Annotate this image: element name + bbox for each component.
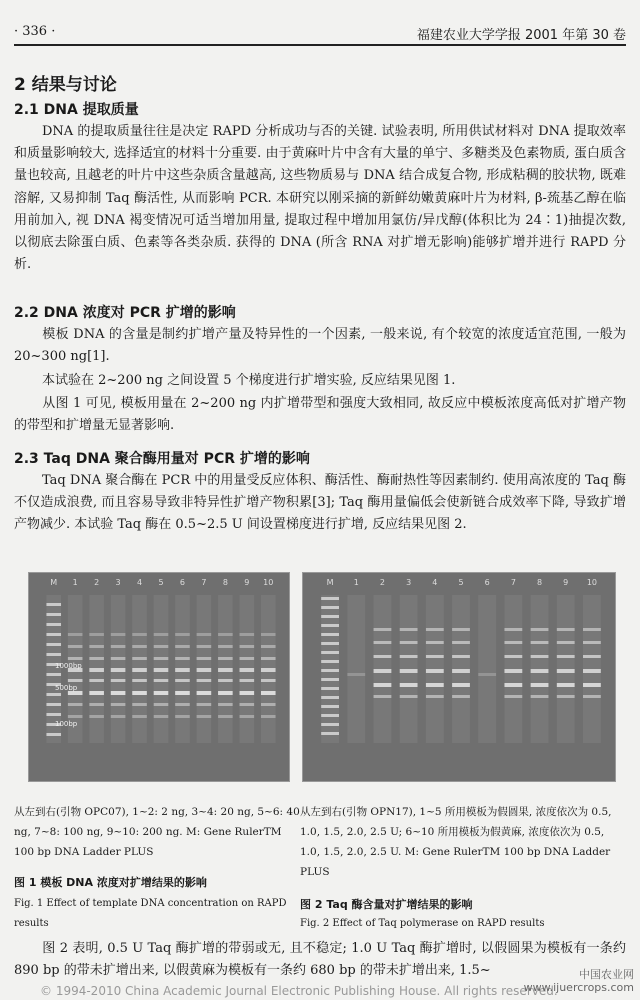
gel-band [89, 645, 104, 648]
gel-band [197, 715, 212, 718]
subsection-2-2-heading: 2.2 DNA 浓度对 PCR 扩增的影响 [14, 305, 236, 321]
gel-band [175, 645, 190, 648]
lane-label: 3 [406, 578, 412, 587]
gel-band [46, 703, 61, 706]
gel-band [452, 641, 470, 644]
site-watermark: 中国农业网 www.ijuercrops.com [523, 968, 634, 994]
page-number: · 336 · [14, 24, 56, 39]
gel-band [400, 655, 418, 658]
lane-smear [478, 595, 496, 743]
gel-band [452, 669, 470, 673]
gel-band [111, 691, 126, 695]
gel-band [197, 691, 212, 695]
gel-band [400, 628, 418, 631]
gel-band [154, 679, 169, 682]
gel-band [374, 628, 392, 631]
gel-band [426, 655, 444, 658]
gel-band [374, 695, 392, 698]
gel-band [321, 651, 339, 654]
figure-2-caption: 从左到右(引物 OPN17), 1~5 所用模板为假圆果, 浓度依次为 0.5, 1.0, 1.5, 2.0, 2.5 U; 6~10 所用模板为假黄麻, 浓度依次为 0.5, 1.0, 1.5, 2.0, 2.5 U. M: Gene RulerTM 100 bp DNA Ladder PLUS [300, 806, 612, 878]
gel-band [557, 695, 575, 698]
gel-band [321, 660, 339, 663]
gel-band [261, 679, 276, 682]
gel-band [89, 703, 104, 706]
gel-band [132, 668, 147, 672]
gel-band [321, 714, 339, 717]
gel-band [321, 732, 339, 735]
lane-label: 7 [201, 578, 207, 587]
closing-paragraph: 图 2 表明, 0.5 U Taq 酶扩增的带弱或无, 且不稳定; 1.0 U Taq 酶扩增时, 以假圆果为模板有一条约 890 bp 的带未扩增出来, 以假黄麻为模板有一条约 680 bp 的带未扩增出来, 1.5~ [14, 941, 626, 979]
gel-band [321, 687, 339, 690]
lane-label: M [50, 578, 58, 587]
gel-band [557, 655, 575, 658]
lane-label: 1 [72, 578, 78, 587]
gel-band [46, 623, 61, 626]
subsection-2-2-paragraph-2: 本试验在 2~200 ng 之间设置 5 个梯度进行扩增实验, 反应结果见图 1. [42, 373, 456, 388]
lane-label: 2 [94, 578, 100, 587]
marker-label: 500bp [55, 684, 78, 692]
gel-band [132, 657, 147, 660]
gel-band [531, 641, 549, 644]
gel-band [89, 715, 104, 718]
lane-label: 4 [432, 578, 438, 587]
lane-label: 5 [158, 578, 164, 587]
figure-2-title-cn: 图 2 Taq 酶含量对扩增结果的影响 [300, 898, 473, 911]
marker-label: 100bp [55, 720, 78, 728]
lane-label: 2 [379, 578, 386, 587]
gel-band [374, 641, 392, 644]
gel-band [111, 668, 126, 672]
copyright-footer: © 1994-2010 China Academic Journal Electronic Publishing House. All rights reserved. [40, 984, 558, 998]
figure-1-title-cn: 图 1 模板 DNA 浓度对扩增结果的影响 [14, 876, 207, 889]
gel-band [531, 695, 549, 698]
gel-band [400, 669, 418, 673]
gel-band [197, 679, 212, 682]
gel-band [154, 657, 169, 660]
lane-label: 9 [563, 578, 569, 587]
gel-band [111, 633, 126, 636]
gel-band [132, 691, 147, 695]
gel-band [89, 657, 104, 660]
gel-band [68, 645, 83, 648]
gel-band [261, 715, 276, 718]
gel-band [478, 673, 496, 676]
gel-band [452, 655, 470, 658]
gel-band [426, 641, 444, 644]
gel-band [197, 633, 212, 636]
gel-band [504, 641, 522, 644]
gel-band [197, 657, 212, 660]
gel-band [132, 703, 147, 706]
gel-band [321, 615, 339, 618]
gel-band [68, 715, 83, 718]
gel-band [531, 669, 549, 673]
gel-band [46, 633, 61, 636]
gel-band [321, 669, 339, 672]
gel-band [46, 653, 61, 656]
gel-band [68, 633, 83, 636]
gel-band [240, 715, 255, 718]
gel-band [557, 641, 575, 644]
gel-band [89, 668, 104, 672]
gel-band [426, 669, 444, 673]
gel-band [175, 691, 190, 695]
gel-band [46, 603, 61, 606]
gel-band [218, 691, 233, 695]
gel-band [321, 696, 339, 699]
lane-label: 10 [263, 578, 274, 587]
gel-band [452, 628, 470, 631]
subsection-2-1-paragraph: DNA 的提取质量往往是决定 RAPD 分析成功与否的关键. 试验表明, 所用供试材料对 DNA 提取效率和质量影响较大, 选择适宜的材料十分重要. 由于黄麻叶片中含有大量的单宁、多糖类及色素物质, 蛋白质含量也较高, 且越老的叶片中这些杂质含量越高, 这些物质易与 DNA 结合成复合物, 形成粘稠的胶状物, 既难溶解, 又易抑制 Taq 酶活性, 从而影响 PCR. 本研究以刚采摘的新鲜幼嫩黄麻叶片为材料, β-巯基乙醇在临用前加入, 视 DNA 褐变情况可适当增加用量, 提取过程中增加用氯仿/异戊醇(体积比为 24∶1)抽提次数, 以彻底去除蛋白质、色素等各类杂质. 获得的 DNA (所含 RNA 对扩增无影响)能够扩增并进行 RAPD 分析. [14, 124, 626, 273]
gel-band [321, 642, 339, 645]
gel-band [111, 645, 126, 648]
gel-band [321, 597, 339, 600]
section-title: 2 结果与讨论 [14, 75, 117, 95]
gel-band [531, 628, 549, 631]
subsection-2-3-heading: 2.3 Taq DNA 聚合酶用量对 PCR 扩增的影响 [14, 451, 310, 467]
lane-label: 10 [586, 578, 598, 587]
gel-band [240, 691, 255, 695]
gel-band [400, 695, 418, 698]
gel-band [321, 705, 339, 708]
gel-band [68, 657, 83, 660]
lane-label: M [326, 578, 334, 587]
gel-band [504, 655, 522, 658]
subsection-2-2-paragraph-1: 模板 DNA 的含量是制约扩增产量及特异性的一个因素, 一般来说, 有个较宽的浓度适宜范围, 一般为 20~300 ng[1]. [14, 327, 626, 365]
gel-band [89, 633, 104, 636]
gel-band [68, 703, 83, 706]
gel-band [261, 657, 276, 660]
gel-band [132, 715, 147, 718]
gel-band [347, 673, 365, 676]
gel-band [111, 715, 126, 718]
lane-label: 8 [222, 578, 228, 587]
gel-band [175, 679, 190, 682]
gel-band [218, 633, 233, 636]
gel-band [154, 703, 169, 706]
gel-band [175, 657, 190, 660]
gel-band [374, 683, 392, 687]
figure-2-gel-image [302, 572, 616, 782]
gel-band [583, 695, 601, 698]
gel-band [504, 628, 522, 631]
subsection-2-1-heading: 2.1 DNA 提取质量 [14, 102, 139, 118]
gel-band [111, 679, 126, 682]
gel-band [218, 657, 233, 660]
gel-band [89, 691, 104, 695]
gel-band [504, 695, 522, 698]
gel-band [426, 683, 444, 687]
gel-band [531, 655, 549, 658]
gel-band [321, 606, 339, 609]
gel-band [426, 695, 444, 698]
gel-band [557, 683, 575, 687]
gel-band [261, 633, 276, 636]
gel-band [197, 645, 212, 648]
lane-smear [347, 595, 365, 743]
gel-band [89, 679, 104, 682]
gel-band [321, 723, 339, 726]
gel-band [400, 641, 418, 644]
gel-band [240, 668, 255, 672]
gel-band [583, 641, 601, 644]
gel-band [132, 633, 147, 636]
gel-band [400, 683, 418, 687]
gel-band [175, 668, 190, 672]
gel-band [132, 645, 147, 648]
gel-band [218, 703, 233, 706]
gel-band [240, 703, 255, 706]
page-header [14, 22, 626, 46]
gel-band [374, 669, 392, 673]
gel-band [218, 679, 233, 682]
gel-band [154, 633, 169, 636]
gel-band [197, 703, 212, 706]
gel-band [531, 683, 549, 687]
gel-band [240, 633, 255, 636]
lane-label: 7 [510, 578, 516, 587]
subsection-2-2-paragraph-3: 从图 1 可见, 模板用量在 2~200 ng 内扩增带型和强度大致相同, 故反应中模板浓度高低对扩增产物的带型和扩增量无显著影响. [14, 396, 626, 434]
gel-band [557, 628, 575, 631]
gel-band [175, 715, 190, 718]
gel-band [218, 715, 233, 718]
gel-band [583, 655, 601, 658]
lane-label: 6 [179, 578, 186, 587]
marker-label: 1000bp [55, 662, 82, 670]
gel-band [154, 715, 169, 718]
gel-band [452, 695, 470, 698]
gel-band [46, 613, 61, 616]
gel-band [175, 633, 190, 636]
gel-band [197, 668, 212, 672]
gel-band [583, 683, 601, 687]
gel-band [261, 703, 276, 706]
gel-band [132, 679, 147, 682]
gel-band [111, 657, 126, 660]
gel-band [321, 624, 339, 627]
gel-band [261, 668, 276, 672]
gel-band [261, 645, 276, 648]
lane-label: 4 [136, 578, 143, 587]
gel-band [218, 645, 233, 648]
gel-band [426, 628, 444, 631]
gel-band [175, 703, 190, 706]
figure-1-gel-image [28, 572, 290, 782]
gel-band [321, 678, 339, 681]
gel-band [154, 691, 169, 695]
gel-band [218, 668, 233, 672]
gel-band [68, 679, 83, 682]
gel-band [240, 679, 255, 682]
gel-band [583, 669, 601, 673]
gel-band [583, 628, 601, 631]
gel-band [557, 669, 575, 673]
gel-band [504, 669, 522, 673]
gel-band [46, 693, 61, 696]
figure-1-caption: 从左到右(引物 OPC07), 1~2: 2 ng, 3~4: 20 ng, 5~6: 40 ng, 7~8: 100 ng, 9~10: 200 ng. M: Gene RulerTM 100 bp DNA Ladder PLUS [14, 806, 300, 858]
gel-band [154, 668, 169, 672]
gel-band [240, 657, 255, 660]
lane-label: 3 [115, 578, 121, 587]
gel-band [261, 691, 276, 695]
gel-band [46, 673, 61, 676]
gel-band [46, 733, 61, 736]
gel-band [46, 643, 61, 646]
gel-band [374, 655, 392, 658]
lane-label: 1 [353, 578, 359, 587]
gel-band [111, 703, 126, 706]
lane-label: 8 [536, 578, 543, 587]
gel-band [154, 645, 169, 648]
gel-band [452, 683, 470, 687]
lane-label: 9 [244, 578, 250, 587]
lane-label: 5 [458, 578, 464, 587]
journal-title: 福建农业大学学报 2001 年第 30 卷 [416, 28, 626, 43]
gel-band [504, 683, 522, 687]
figure-1-title-en: Fig. 1 Effect of template DNA concentration on RAPD results [14, 898, 287, 929]
gel-band [321, 633, 339, 636]
gel-band [240, 645, 255, 648]
figure-2-title-en: Fig. 2 Effect of Taq polymerase on RAPD results [300, 918, 545, 929]
gel-band [46, 713, 61, 716]
lane-label: 6 [484, 578, 490, 587]
subsection-2-3-paragraph: Taq DNA 聚合酶在 PCR 中的用量受反应体积、酶活性、酶耐热性等因素制约. 使用高浓度的 Taq 酶不仅造成浪费, 而且容易导致非特异性扩增产物积累[3]; Taq 酶用量偏低会使新链合成效率下降, 导致扩增产物减少. 本试验 Taq 酶在 0.5~2.5 U 间设置梯度进行扩增, 反应结果见图 2. [14, 473, 626, 533]
